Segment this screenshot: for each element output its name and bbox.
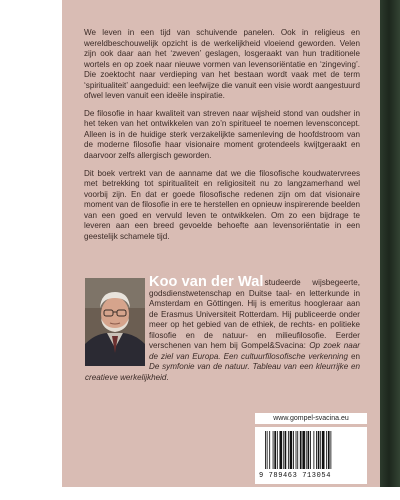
barcode-bar: [330, 431, 331, 469]
author-photo: [85, 278, 145, 366]
barcode-bar: [288, 431, 289, 469]
barcode-bar: [328, 431, 330, 469]
barcode: [255, 427, 367, 484]
barcode-bar: [283, 431, 284, 469]
barcode-bar: [265, 431, 266, 469]
publisher-url: www.gompel-svacina.eu: [255, 413, 367, 424]
author-bio-part-2: en: [347, 351, 360, 361]
page-margin: [0, 487, 400, 500]
barcode-bar: [310, 431, 311, 469]
barcode-bar: [306, 431, 307, 469]
blurb-paragraph-3: Dit boek vertrekt van de aanname dat we die filosofische koudwatervrees met betrekking tot spiritualiteit en religiositeit nu zo langzamerhand wel voorbij zijn. En dat er goede filosofische redenen zijn om dat visionaire moment van de filosofie in ere te herstellen en opnieuw inspirerende beelden van een goed en vervuld leven te ontwikkelen. Om zo een bijdrage te leveren aan een breed gevoelde behoefte aan levensoriëntatie in een geestelijk schamele tijd.: [84, 168, 360, 241]
author-book-title-2: De symfonie van de natuur. Tableau van een kleurrijke en creatieve werkelijkheid: [85, 362, 360, 382]
barcode-bar: [322, 431, 325, 469]
barcode-bar: [318, 431, 320, 469]
barcode-bar: [274, 431, 276, 469]
barcode-bar: [326, 431, 327, 469]
barcode-bar: [296, 431, 297, 469]
barcode-bar: [320, 431, 321, 469]
author-bio-part-1: studeerde wijsbegeerte, godsdienstwetenschap en Duitse taal- en letterkunde in Amsterdam en Göttingen. Hij is emeritus hoogleraar aan de Erasmus Universiteit Rotterdam. Hij publiceerde onder meer op het gebied van de ethiek, de rechts- en politieke filosofie en de natuur- en milieufilosofie. Eerder verschenen van hem bij Gompel&Svacina:: [149, 278, 360, 351]
author-name: Koo van der Wal: [149, 274, 264, 290]
barcode-bar: [269, 431, 270, 469]
author-portrait-image: [85, 278, 145, 366]
author-book-title-1: Op zoek naar de ziel van Europa. Een cultuurfilosofische verkenning: [149, 341, 361, 361]
barcode-bar: [285, 431, 287, 469]
barcode-bar: [279, 431, 282, 469]
author-bio-part-3: .: [166, 372, 169, 382]
barcode-bar: [273, 431, 274, 469]
barcode-bar: [300, 431, 302, 469]
blurb-paragraph-1: We leven in een tijd van schuivende panelen. Ook in religieus en wereldbeschouwelijk opzicht is de werkelijkheid vloeiend geworden. Velen zijn ook daar aan het ‘zweven’ geslagen, losgeraakt van hun traditionele wortels en op zoek naar nieuwe vormen van levensoriëntatie en ‘zingeving’. Die zoektocht naar verdieping van het bestaan wordt vaak met de term ‘spiritualiteit’ aangeduid: een leefwijze die vanuit een visie wordt aangestuurd ofwel leven vanuit een ideële inspiratie.: [84, 28, 360, 101]
barcode-bar: [293, 431, 294, 469]
barcode-bar: [297, 431, 298, 469]
barcode-bar: [277, 431, 278, 469]
barcode-bar: [313, 431, 314, 469]
blurb-text: [84, 28, 360, 249]
blurb-paragraph-2: De filosofie in haar kwaliteit van streven naar wijsheid stond van oudsher in het teken van het ontwikkelen van zo’n spiritueel te noemen levensconcept. Alleen is in de huidige sterk verzakelijkte samenleving de hoofdstroom van de moderne filosofie haar visionaire moment grotendeels kwijtgeraakt en daarvoor zelfs allergisch geworden.: [84, 108, 360, 161]
barcode-bars: [261, 431, 361, 471]
barcode-bar: [290, 431, 293, 469]
barcode-bar: [267, 431, 268, 469]
book-spine: [380, 0, 400, 487]
barcode-bar: [308, 431, 310, 469]
barcode-bar: [302, 431, 305, 469]
barcode-bar: [316, 431, 317, 469]
isbn-number: 9 789463 713054: [259, 472, 332, 480]
